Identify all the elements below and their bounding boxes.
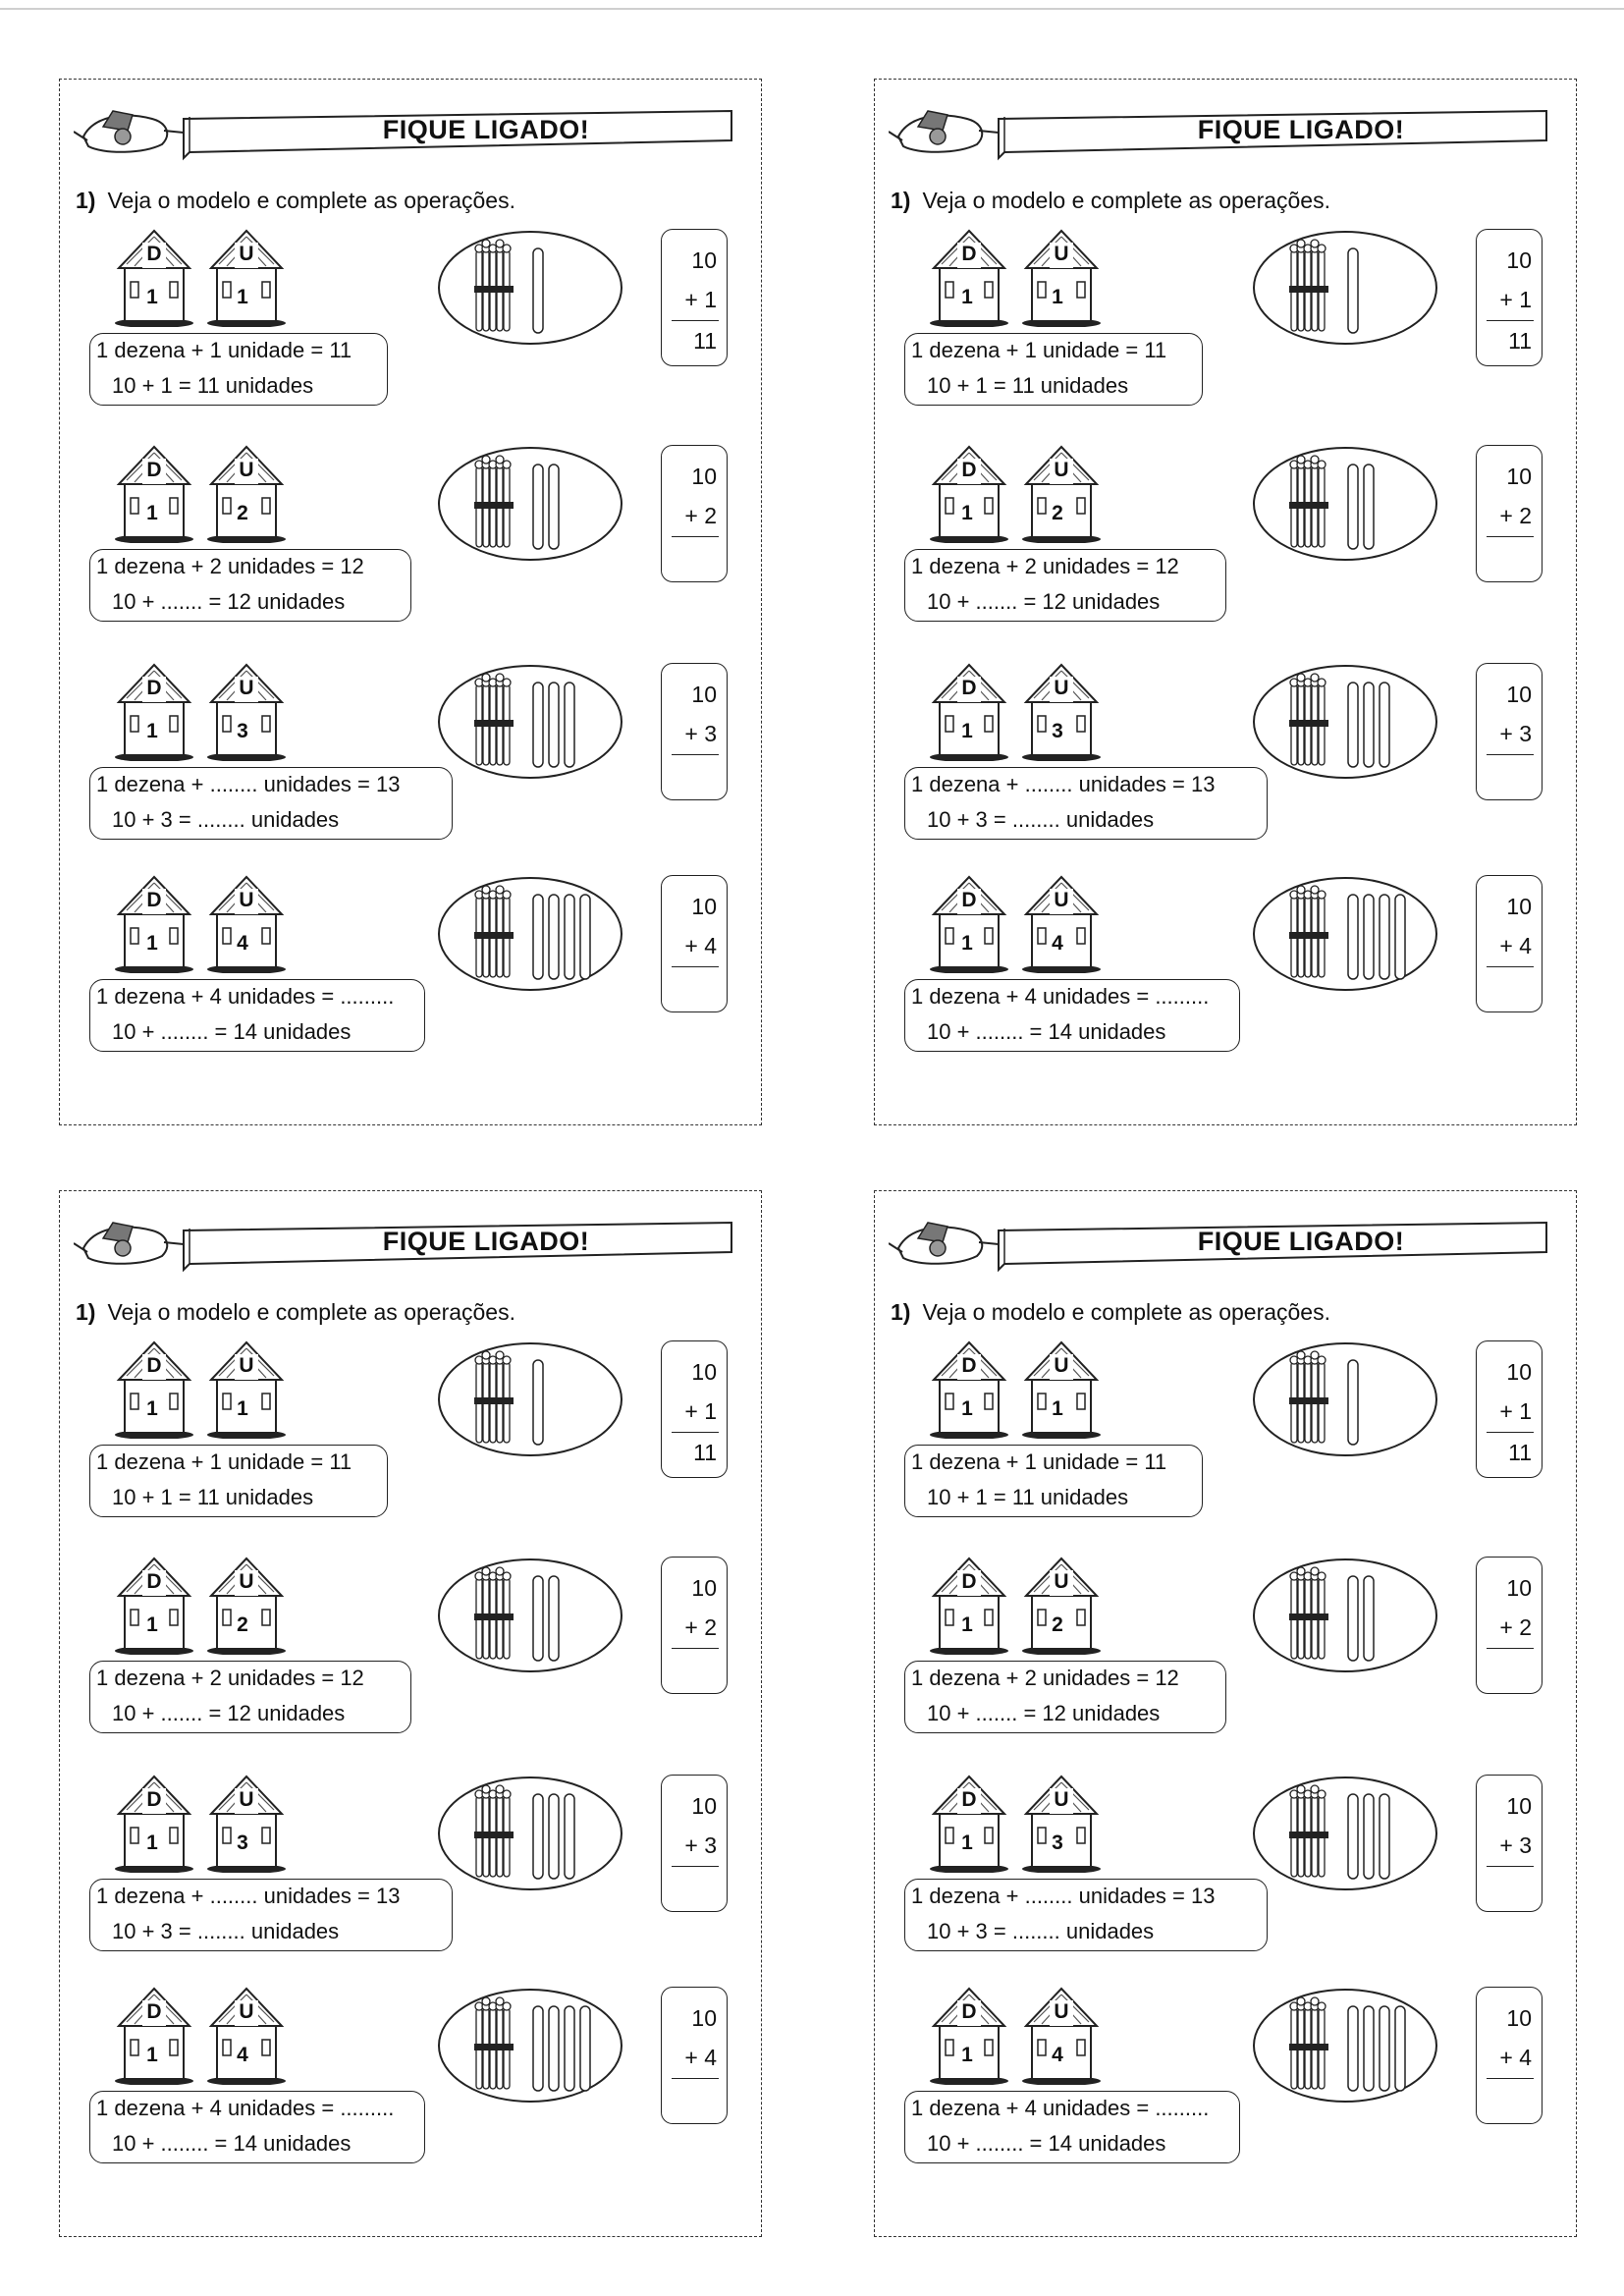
- tens-house-digit: 1: [961, 2044, 973, 2066]
- tens-house-label: D: [146, 243, 162, 265]
- vertical-sum-box[interactable]: [661, 663, 728, 800]
- tens-house-digit: 1: [961, 932, 973, 955]
- exercise-row: [60, 875, 763, 1081]
- exercise-row: [60, 1557, 763, 1763]
- sum-rule: [672, 754, 719, 755]
- exercise-row: [60, 1987, 763, 2193]
- tens-house-digit: 1: [146, 502, 158, 524]
- sum-addend: + 2: [684, 503, 717, 528]
- scan-top-edge: [0, 8, 1624, 10]
- equation-line-words[interactable]: 1 dezena + 2 unidades = 12: [911, 1666, 1179, 1690]
- tens-house-digit: 1: [961, 286, 973, 308]
- tens-house-digit: 1: [146, 1831, 158, 1854]
- equation-box: [89, 1445, 388, 1517]
- sum-rule: [1487, 1432, 1534, 1433]
- exercise-row: [875, 663, 1578, 869]
- units-house-icon: [1022, 1987, 1101, 2085]
- exercise-row: [875, 1775, 1578, 1981]
- exercise-row: [875, 229, 1578, 435]
- exercise-row: [875, 1557, 1578, 1763]
- units-house-digit: 3: [1052, 720, 1063, 742]
- sum-addend: + 3: [684, 1832, 717, 1858]
- instruction: [76, 188, 515, 214]
- tens-house-label: D: [146, 1354, 162, 1377]
- sum-top: 10: [691, 1793, 717, 1819]
- tens-house-icon: [115, 1987, 193, 2085]
- units-house-icon: [1022, 875, 1101, 973]
- equation-line-words[interactable]: 1 dezena + 4 unidades = .........: [96, 2096, 395, 2120]
- sum-addend: + 1: [684, 1398, 717, 1424]
- units-house-digit: 4: [237, 932, 248, 955]
- sum-top: 10: [1506, 1793, 1532, 1819]
- tens-house-label: D: [961, 459, 977, 481]
- rods-bundle-icon: [1252, 875, 1438, 998]
- units-house-label: U: [239, 2000, 254, 2023]
- equation-line-numbers[interactable]: 10 + ....... = 12 unidades: [112, 1701, 346, 1725]
- equation-line-words[interactable]: 1 dezena + 2 unidades = 12: [96, 554, 364, 578]
- sum-addend: + 3: [1499, 1832, 1532, 1858]
- units-house-digit: 2: [237, 1613, 248, 1636]
- instruction-text: Veja o modelo e complete as operações.: [922, 188, 1330, 213]
- tens-house-label: D: [146, 1788, 162, 1811]
- equation-box: [89, 767, 453, 840]
- equation-box: [904, 1445, 1203, 1517]
- equation-box: [904, 2091, 1240, 2163]
- vertical-sum-box[interactable]: [1476, 445, 1543, 582]
- rods-bundle-icon: [1252, 445, 1438, 568]
- exercise-row: [875, 445, 1578, 651]
- exercise-row: [60, 1340, 763, 1547]
- tens-house-icon: [930, 663, 1008, 761]
- instruction-text: Veja o modelo e complete as operações.: [107, 188, 515, 213]
- equation-box: [89, 979, 425, 1052]
- units-house-digit: 4: [1052, 932, 1063, 955]
- tens-house-label: D: [961, 2000, 977, 2023]
- tens-house-label: D: [961, 243, 977, 265]
- units-house-label: U: [239, 1788, 254, 1811]
- sum-top: 10: [691, 464, 717, 489]
- equation-line-words[interactable]: 1 dezena + 4 unidades = .........: [911, 2096, 1210, 2120]
- sum-rule: [672, 1648, 719, 1649]
- instruction-number: 1): [76, 188, 96, 213]
- tens-house-digit: 1: [146, 2044, 158, 2066]
- sum-addend: + 4: [684, 933, 717, 958]
- sum-rule: [672, 320, 719, 321]
- worksheet-top-left: [59, 79, 762, 1125]
- vertical-sum-box[interactable]: [661, 229, 728, 366]
- units-house-label: U: [1054, 2000, 1069, 2023]
- units-house-label: U: [1054, 459, 1069, 481]
- units-house-digit: 3: [237, 1831, 248, 1854]
- exercise-row: [875, 1340, 1578, 1547]
- tens-house-digit: 1: [961, 720, 973, 742]
- units-house-label: U: [1054, 1570, 1069, 1593]
- worksheet-bottom-right: [874, 1190, 1577, 2237]
- units-house-icon: [207, 875, 286, 973]
- tens-house-icon: [115, 1557, 193, 1655]
- instruction-number: 1): [76, 1299, 96, 1325]
- instruction: [891, 188, 1330, 214]
- exercise-row: [60, 229, 763, 435]
- rods-bundle-icon: [437, 445, 623, 568]
- units-house-icon: [207, 1340, 286, 1439]
- equation-box: [904, 1879, 1268, 1951]
- tens-house-digit: 1: [961, 1831, 973, 1854]
- units-house-icon: [1022, 1557, 1101, 1655]
- units-house-icon: [207, 1775, 286, 1873]
- units-house-digit: 4: [237, 2044, 248, 2066]
- equation-box: [904, 767, 1268, 840]
- units-house-label: U: [239, 677, 254, 699]
- equation-box: [89, 1879, 453, 1951]
- units-house-digit: 3: [237, 720, 248, 742]
- sum-addend: + 2: [1499, 1614, 1532, 1640]
- units-house-label: U: [239, 1570, 254, 1593]
- units-house-icon: [207, 1557, 286, 1655]
- equation-box: [89, 549, 411, 622]
- instruction-number: 1): [891, 188, 911, 213]
- tens-house-digit: 1: [961, 502, 973, 524]
- sum-addend: + 2: [684, 1614, 717, 1640]
- equation-box: [904, 549, 1226, 622]
- sum-top: 10: [1506, 894, 1532, 919]
- units-house-icon: [207, 1987, 286, 2085]
- title-banner: [74, 97, 741, 166]
- equation-line-words[interactable]: 1 dezena + 2 unidades = 12: [911, 554, 1179, 578]
- rods-bundle-icon: [437, 1340, 623, 1463]
- exercise-row: [60, 1775, 763, 1981]
- tens-house-icon: [115, 1775, 193, 1873]
- sum-result[interactable]: 11: [693, 1440, 717, 1465]
- sum-result[interactable]: 11: [693, 328, 717, 354]
- sum-top: 10: [1506, 464, 1532, 489]
- units-house-digit: 1: [1052, 1397, 1063, 1420]
- tens-house-digit: 1: [146, 1613, 158, 1636]
- tens-house-icon: [115, 663, 193, 761]
- tens-house-label: D: [146, 2000, 162, 2023]
- tens-house-label: D: [961, 1354, 977, 1377]
- equation-line-words[interactable]: 1 dezena + 1 unidade = 11: [911, 1449, 1167, 1474]
- units-house-digit: 2: [1052, 1613, 1063, 1636]
- equation-line-numbers[interactable]: 10 + ....... = 12 unidades: [927, 1701, 1161, 1725]
- units-house-icon: [207, 229, 286, 327]
- title-banner: [74, 1209, 741, 1278]
- rods-bundle-icon: [437, 663, 623, 786]
- equation-box: [89, 333, 388, 406]
- equation-line-numbers[interactable]: 10 + 1 = 11 unidades: [112, 373, 314, 398]
- title-banner: [889, 1209, 1556, 1278]
- sum-rule: [1487, 1648, 1534, 1649]
- exercise-row: [60, 663, 763, 869]
- equation-line-words[interactable]: 1 dezena + 4 unidades = .........: [96, 984, 395, 1009]
- tens-house-digit: 1: [146, 1397, 158, 1420]
- equation-line-words[interactable]: 1 dezena + ........ unidades = 13: [96, 1884, 401, 1908]
- tens-house-label: D: [961, 889, 977, 911]
- page-title: FIQUE LIGADO!: [382, 115, 590, 144]
- units-house-label: U: [239, 459, 254, 481]
- vertical-sum-box[interactable]: [661, 1775, 728, 1912]
- sum-rule: [1487, 754, 1534, 755]
- title-banner: [889, 97, 1556, 166]
- tens-house-label: D: [146, 677, 162, 699]
- units-house-icon: [1022, 1775, 1101, 1873]
- vertical-sum-box[interactable]: [661, 1987, 728, 2124]
- sum-addend: + 4: [684, 2045, 717, 2070]
- sum-top: 10: [1506, 247, 1532, 273]
- sum-rule: [672, 1432, 719, 1433]
- equation-line-numbers[interactable]: 10 + ........ = 14 unidades: [927, 1019, 1166, 1044]
- tens-house-icon: [930, 445, 1008, 543]
- tens-house-label: D: [961, 1570, 977, 1593]
- vertical-sum-box[interactable]: [1476, 1987, 1543, 2124]
- sum-result[interactable]: 11: [1508, 328, 1532, 354]
- sum-rule: [672, 966, 719, 967]
- exercise-row: [60, 445, 763, 651]
- sum-top: 10: [691, 682, 717, 707]
- sum-addend: + 1: [1499, 1398, 1532, 1424]
- units-house-label: U: [1054, 1788, 1069, 1811]
- rods-bundle-icon: [437, 1987, 623, 2109]
- tens-house-icon: [115, 445, 193, 543]
- tens-house-digit: 1: [146, 720, 158, 742]
- units-house-digit: 3: [1052, 1831, 1063, 1854]
- sum-top: 10: [691, 2005, 717, 2031]
- tens-house-digit: 1: [961, 1613, 973, 1636]
- units-house-label: U: [239, 889, 254, 911]
- equation-line-words[interactable]: 1 dezena + 1 unidade = 11: [96, 1449, 352, 1474]
- equation-line-words[interactable]: 1 dezena + 1 unidade = 11: [96, 338, 352, 362]
- vertical-sum-box[interactable]: [1476, 1775, 1543, 1912]
- units-house-digit: 1: [1052, 286, 1063, 308]
- sum-addend: + 1: [1499, 287, 1532, 312]
- sum-result[interactable]: 11: [1508, 1440, 1532, 1465]
- instruction-text: Veja o modelo e complete as operações.: [107, 1299, 515, 1325]
- exercise-row: [875, 875, 1578, 1081]
- rods-bundle-icon: [437, 1557, 623, 1679]
- sum-rule: [1487, 536, 1534, 537]
- sum-addend: + 4: [1499, 933, 1532, 958]
- sum-rule: [1487, 966, 1534, 967]
- worksheet-bottom-left: [59, 1190, 762, 2237]
- equation-line-numbers[interactable]: 10 + ....... = 12 unidades: [112, 589, 346, 614]
- vertical-sum-box[interactable]: [661, 875, 728, 1012]
- units-house-icon: [207, 445, 286, 543]
- equation-line-numbers[interactable]: 10 + 1 = 11 unidades: [112, 1485, 314, 1509]
- sum-top: 10: [1506, 2005, 1532, 2031]
- equation-line-numbers[interactable]: 10 + ........ = 14 unidades: [112, 2131, 352, 2156]
- sum-addend: + 4: [1499, 2045, 1532, 2070]
- sum-rule: [1487, 1866, 1534, 1867]
- equation-line-numbers[interactable]: 10 + 3 = ........ unidades: [112, 807, 340, 832]
- units-house-icon: [1022, 445, 1101, 543]
- page-title: FIQUE LIGADO!: [1197, 1227, 1405, 1256]
- rods-bundle-icon: [437, 875, 623, 998]
- tens-house-digit: 1: [146, 286, 158, 308]
- equation-line-numbers[interactable]: 10 + ....... = 12 unidades: [927, 589, 1161, 614]
- equation-line-numbers[interactable]: 10 + 3 = ........ unidades: [927, 1919, 1155, 1943]
- equation-line-words[interactable]: 1 dezena + 4 unidades = .........: [911, 984, 1210, 1009]
- units-house-label: U: [1054, 243, 1069, 265]
- units-house-label: U: [239, 243, 254, 265]
- equation-line-numbers[interactable]: 10 + 3 = ........ unidades: [112, 1919, 340, 1943]
- tens-house-digit: 1: [961, 1397, 973, 1420]
- tens-house-icon: [930, 1340, 1008, 1439]
- units-house-icon: [1022, 1340, 1101, 1439]
- tens-house-label: D: [146, 1570, 162, 1593]
- equation-line-numbers[interactable]: 10 + ........ = 14 unidades: [927, 2131, 1166, 2156]
- instruction-number: 1): [891, 1299, 911, 1325]
- vertical-sum-box[interactable]: [1476, 875, 1543, 1012]
- sum-rule: [1487, 320, 1534, 321]
- rods-bundle-icon: [1252, 1557, 1438, 1679]
- tens-house-icon: [930, 1987, 1008, 2085]
- units-house-digit: 1: [237, 1397, 248, 1420]
- tens-house-icon: [930, 1557, 1008, 1655]
- units-house-label: U: [1054, 889, 1069, 911]
- tens-house-icon: [930, 1775, 1008, 1873]
- sum-rule: [1487, 2078, 1534, 2079]
- units-house-digit: 2: [237, 502, 248, 524]
- vertical-sum-box[interactable]: [661, 445, 728, 582]
- rods-bundle-icon: [1252, 1775, 1438, 1897]
- tens-house-label: D: [961, 677, 977, 699]
- vertical-sum-box[interactable]: [1476, 1557, 1543, 1694]
- vertical-sum-box[interactable]: [661, 1557, 728, 1694]
- exercise-row: [875, 1987, 1578, 2193]
- equation-line-numbers[interactable]: 10 + 1 = 11 unidades: [927, 1485, 1129, 1509]
- sum-top: 10: [1506, 682, 1532, 707]
- units-house-label: U: [1054, 677, 1069, 699]
- equation-box: [904, 979, 1240, 1052]
- tens-house-icon: [115, 875, 193, 973]
- page-title: FIQUE LIGADO!: [382, 1227, 590, 1256]
- equation-line-numbers[interactable]: 10 + 1 = 11 unidades: [927, 373, 1129, 398]
- sum-addend: + 3: [1499, 721, 1532, 746]
- units-house-icon: [1022, 663, 1101, 761]
- equation-line-words[interactable]: 1 dezena + ........ unidades = 13: [911, 1884, 1216, 1908]
- vertical-sum-box[interactable]: [1476, 1340, 1543, 1478]
- rods-bundle-icon: [1252, 663, 1438, 786]
- units-house-label: U: [1054, 1354, 1069, 1377]
- equation-box: [904, 1661, 1226, 1733]
- sum-top: 10: [1506, 1359, 1532, 1385]
- vertical-sum-box[interactable]: [1476, 663, 1543, 800]
- tens-house-digit: 1: [146, 932, 158, 955]
- equation-line-numbers[interactable]: 10 + 3 = ........ unidades: [927, 807, 1155, 832]
- sum-addend: + 3: [684, 721, 717, 746]
- equation-line-words[interactable]: 1 dezena + 2 unidades = 12: [96, 1666, 364, 1690]
- units-house-digit: 1: [237, 286, 248, 308]
- tens-house-label: D: [961, 1788, 977, 1811]
- page-title: FIQUE LIGADO!: [1197, 115, 1405, 144]
- equation-box: [89, 2091, 425, 2163]
- units-house-digit: 4: [1052, 2044, 1063, 2066]
- equation-line-words[interactable]: 1 dezena + ........ unidades = 13: [911, 772, 1216, 796]
- equation-box: [89, 1661, 411, 1733]
- tens-house-icon: [930, 875, 1008, 973]
- instruction: [891, 1299, 1330, 1326]
- rods-bundle-icon: [437, 1775, 623, 1897]
- sum-top: 10: [691, 894, 717, 919]
- tens-house-label: D: [146, 459, 162, 481]
- equation-line-words[interactable]: 1 dezena + 1 unidade = 11: [911, 338, 1167, 362]
- sum-addend: + 2: [1499, 503, 1532, 528]
- sum-rule: [672, 2078, 719, 2079]
- equation-box: [904, 333, 1203, 406]
- sum-top: 10: [691, 1575, 717, 1601]
- tens-house-icon: [115, 1340, 193, 1439]
- sum-top: 10: [691, 247, 717, 273]
- sum-top: 10: [1506, 1575, 1532, 1601]
- sum-addend: + 1: [684, 287, 717, 312]
- sum-top: 10: [691, 1359, 717, 1385]
- rods-bundle-icon: [1252, 229, 1438, 352]
- units-house-label: U: [239, 1354, 254, 1377]
- instruction: [76, 1299, 515, 1326]
- vertical-sum-box[interactable]: [661, 1340, 728, 1478]
- rods-bundle-icon: [1252, 1987, 1438, 2109]
- vertical-sum-box[interactable]: [1476, 229, 1543, 366]
- units-house-digit: 2: [1052, 502, 1063, 524]
- sum-rule: [672, 1866, 719, 1867]
- tens-house-label: D: [146, 889, 162, 911]
- equation-line-numbers[interactable]: 10 + ........ = 14 unidades: [112, 1019, 352, 1044]
- instruction-text: Veja o modelo e complete as operações.: [922, 1299, 1330, 1325]
- units-house-icon: [207, 663, 286, 761]
- units-house-icon: [1022, 229, 1101, 327]
- equation-line-words[interactable]: 1 dezena + ........ unidades = 13: [96, 772, 401, 796]
- sum-rule: [672, 536, 719, 537]
- worksheet-top-right: [874, 79, 1577, 1125]
- rods-bundle-icon: [437, 229, 623, 352]
- rods-bundle-icon: [1252, 1340, 1438, 1463]
- tens-house-icon: [115, 229, 193, 327]
- tens-house-icon: [930, 229, 1008, 327]
